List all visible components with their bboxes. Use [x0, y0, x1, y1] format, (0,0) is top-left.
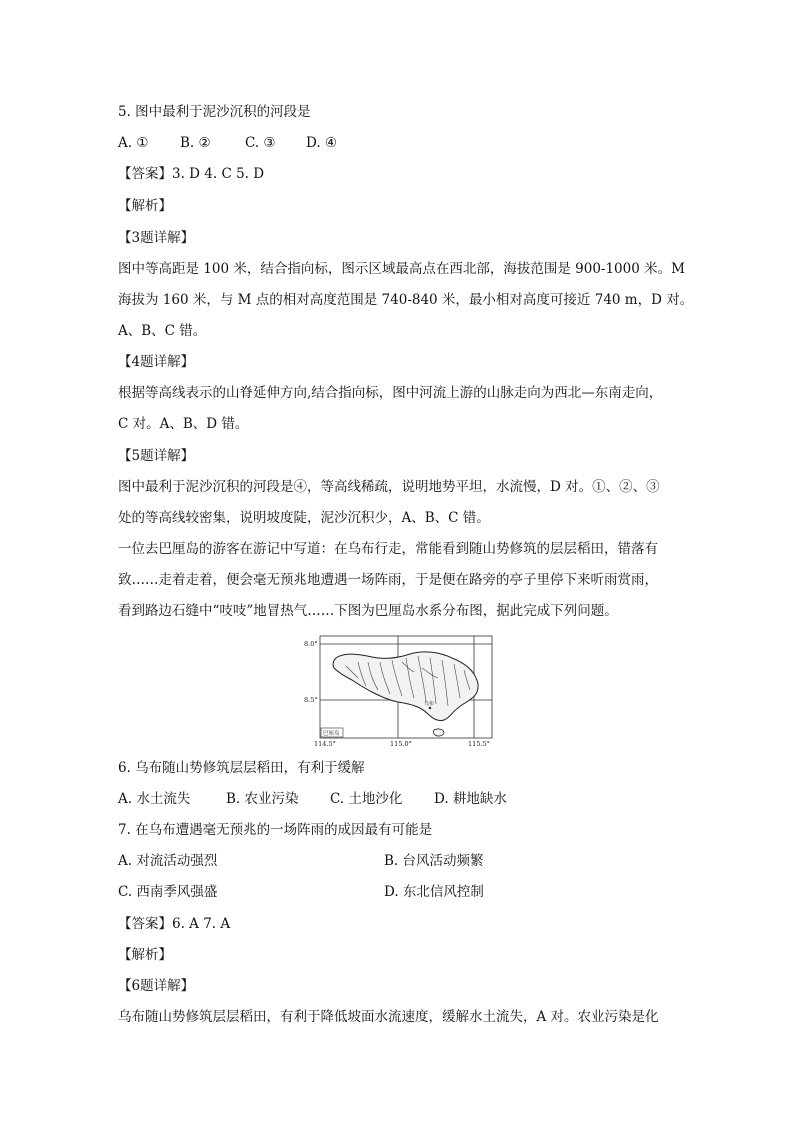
q6-option-d: D. 耕地缺水	[434, 791, 507, 807]
analysis-heading-1: 【解析】	[118, 198, 172, 214]
q7-option-d: D. 东北信风控制	[384, 884, 484, 900]
lon-label-115-5: 115.5°	[468, 740, 490, 748]
lat-label-8-0: 8.0°	[304, 640, 318, 648]
detail-3-heading: 【3题详解】	[118, 230, 195, 246]
ubud-marker	[429, 707, 431, 709]
detail-4-line-1: 根据等高线表示的山脊延伸方向,结合指向标，图中河流上游的山脉走向为西北—东南走向，	[118, 385, 663, 401]
lon-label-115-0: 115.0°	[390, 740, 412, 748]
detail-5-line-1: 图中最利于泥沙沉积的河段是④，等高线稀疏，说明地势平坦，水流慢，D 对。①、②、③	[118, 479, 660, 495]
q6-option-c: C. 土地沙化	[330, 791, 403, 807]
detail-3-line-2: 海拔为 160 米，与 M 点的相对高度范围是 740-840 米，最小相对高度可接近 740 m，D 对。	[118, 292, 694, 308]
island-label: 巴厘岛	[323, 731, 340, 737]
passage-line-1: 一位去巴厘岛的游客在游记中写道：在乌布行走，常能看到随山势修筑的层层稻田，错落有	[118, 541, 658, 557]
q7-stem: 7. 在乌布遭遇毫无预兆的一场阵雨的成因最有可能是	[118, 822, 433, 838]
bali-island-outline	[333, 652, 478, 721]
answer-6-7: 【答案】6. A 7. A	[118, 916, 231, 932]
q6-option-a: A. 水土流失	[118, 791, 191, 807]
q5-stem: 5. 图中最利于泥沙沉积的河段是	[118, 104, 311, 120]
bali-river-map	[302, 632, 496, 748]
q6-option-b: B. 农业污染	[226, 791, 299, 807]
analysis-heading-2: 【解析】	[118, 947, 172, 963]
detail-4-line-2: C 对。A、B、D 错。	[118, 416, 249, 432]
detail-3-line-1: 图中等高距是 100 米，结合指向标，图示区域最高点在西北部，海拔范围是 900-1000 米。M	[118, 261, 685, 277]
ubud-label: 乌布	[424, 701, 435, 707]
lon-label-114-5: 114.5°	[314, 740, 336, 748]
q5-option-b: B. ②	[180, 135, 211, 151]
q7-option-a: A. 对流活动强烈	[118, 853, 218, 869]
q7-option-c: C. 西南季风强盛	[118, 884, 218, 900]
q5-option-c: C. ③	[245, 135, 276, 151]
detail-4-heading: 【4题详解】	[118, 354, 195, 370]
detail-6-line-1: 乌布随山势修筑层层稻田，有利于降低坡面水流速度，缓解水土流失，A 对。农业污染是化	[118, 1009, 659, 1025]
passage-line-2: 致……走着走着，便会毫无预兆地遭遇一场阵雨，于是便在路旁的亭子里停下来听雨赏雨，	[118, 572, 658, 588]
nusa-penida-islet	[433, 729, 444, 736]
detail-5-line-2: 处的等高线较密集，说明坡度陡，泥沙沉积少，A、B、C 错。	[118, 510, 490, 526]
q6-stem: 6. 乌布随山势修筑层层稻田，有利于缓解	[118, 760, 365, 776]
answer-3-5: 【答案】3. D 4. C 5. D	[118, 166, 265, 182]
detail-5-heading: 【5题详解】	[118, 448, 195, 464]
q7-option-b: B. 台风活动频繁	[384, 853, 484, 869]
detail-3-line-3: A、B、C 错。	[118, 323, 207, 339]
q5-option-a: A. ①	[118, 135, 149, 151]
q5-option-d: D. ④	[306, 135, 338, 151]
lat-label-8-5: 8.5°	[304, 696, 318, 704]
detail-6-heading: 【6题详解】	[118, 978, 195, 994]
passage-line-3: 看到路边石缝中“吱吱”地冒热气……下图为巴厘岛水系分布图，据此完成下列问题。	[118, 603, 618, 619]
